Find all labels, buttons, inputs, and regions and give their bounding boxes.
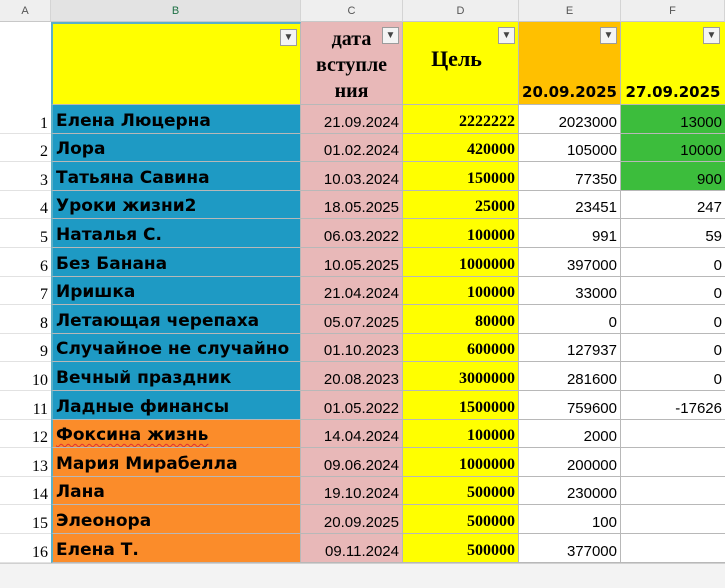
row-number: 8 — [0, 305, 51, 334]
cell-goal-value: 25000 — [475, 198, 515, 215]
cell-week1-value: 377000 — [566, 543, 617, 560]
cell-name-value: Иришка — [56, 282, 136, 302]
cell-name[interactable] — [51, 105, 301, 134]
cell-date[interactable] — [301, 219, 403, 248]
cell-goal[interactable] — [403, 362, 519, 391]
cell-date-value: 05.07.2025 — [323, 314, 399, 331]
row-number: 1 — [0, 105, 51, 134]
row-number: 11 — [0, 391, 51, 420]
cell-goal-value: 600000 — [467, 341, 515, 358]
cell-week2-value: 0 — [713, 342, 722, 359]
cell-goal[interactable] — [403, 477, 519, 505]
row-number: 7 — [0, 277, 51, 305]
cell-name-value: Татьяна Савина — [56, 168, 210, 188]
cell-goal[interactable] — [403, 305, 519, 334]
cell-week1-value: 759600 — [566, 400, 617, 417]
cell-week2[interactable] — [621, 334, 725, 362]
cell-week1-value: 105000 — [566, 142, 617, 159]
row-number: 13 — [0, 448, 51, 477]
cell-name[interactable] — [51, 162, 301, 191]
cell-date[interactable] — [301, 477, 403, 505]
cell-date-value: 20.08.2023 — [323, 371, 399, 388]
row-number: 3 — [0, 162, 51, 191]
cell-goal-value: 1000000 — [459, 456, 515, 473]
header-cell-name[interactable] — [51, 22, 301, 105]
row-number: 5 — [0, 219, 51, 248]
cell-date[interactable] — [301, 391, 403, 420]
cell-week2-value: 0 — [713, 257, 722, 274]
cell-week2[interactable] — [621, 305, 725, 334]
cell-goal-value: 500000 — [467, 513, 515, 530]
cell-week1-value: 23451 — [575, 199, 617, 216]
cell-date[interactable] — [301, 162, 403, 191]
cell-name-value: Ладные финансы — [56, 397, 230, 417]
cell-goal-value: 100000 — [467, 284, 515, 301]
cell-goal[interactable] — [403, 191, 519, 219]
cell-name-value: Фоксина жизнь — [56, 425, 209, 445]
cell-week2[interactable] — [621, 277, 725, 305]
column-header-d[interactable]: D — [403, 0, 519, 22]
cell-name[interactable] — [51, 219, 301, 248]
cell-goal-value: 500000 — [467, 484, 515, 501]
cell-date-value: 19.10.2024 — [323, 485, 399, 502]
cell-date-value: 09.11.2024 — [325, 543, 399, 560]
cell-name[interactable] — [51, 477, 301, 505]
row-number: 9 — [0, 334, 51, 362]
column-header-f[interactable]: F — [621, 0, 725, 22]
cell-goal[interactable] — [403, 505, 519, 534]
header-cell-date[interactable] — [301, 22, 403, 105]
cell-goal[interactable] — [403, 162, 519, 191]
empty-row — [0, 563, 725, 588]
cell-week2[interactable] — [621, 134, 725, 162]
cell-week1-value: 127937 — [566, 342, 617, 359]
cell-week1-value: 77350 — [575, 171, 617, 188]
cell-week1-value: 200000 — [566, 457, 617, 474]
cell-week1-value: 281600 — [566, 371, 617, 388]
cell-week1[interactable] — [519, 391, 621, 420]
cell-goal[interactable] — [403, 534, 519, 563]
cell-date-value: 01.02.2024 — [323, 142, 399, 159]
cell-week2[interactable] — [621, 162, 725, 191]
cell-date-value: 20.09.2025 — [323, 514, 399, 531]
cell-name-value: Элеонора — [56, 511, 152, 531]
cell-week1[interactable] — [519, 105, 621, 134]
cell-goal-value: 420000 — [467, 141, 515, 158]
cell-week1[interactable] — [519, 134, 621, 162]
cell-name[interactable] — [51, 534, 301, 563]
cell-week1-value: 2023000 — [558, 114, 617, 131]
cell-name-value: Лора — [56, 139, 106, 159]
cell-name[interactable] — [51, 391, 301, 420]
cell-week1-value: 230000 — [566, 485, 617, 502]
cell-name[interactable] — [51, 248, 301, 277]
cell-week2-value: 13000 — [680, 114, 722, 131]
cell-week1[interactable] — [519, 448, 621, 477]
cell-name-value: Уроки жизни2 — [56, 196, 197, 216]
filter-dropdown-icon[interactable]: ▼ — [703, 27, 720, 44]
cell-week2-value: 247 — [696, 199, 722, 216]
week2-column-label: 27.09.2025 — [625, 83, 721, 101]
cell-date-value: 14.04.2024 — [323, 428, 399, 445]
cell-name[interactable] — [51, 505, 301, 534]
cell-goal[interactable] — [403, 134, 519, 162]
cell-name[interactable] — [51, 305, 301, 334]
row-number: 6 — [0, 248, 51, 277]
cell-goal-value: 2222222 — [459, 113, 515, 130]
header-cell-week1[interactable] — [519, 22, 621, 105]
cell-name[interactable] — [51, 134, 301, 162]
filter-dropdown-icon[interactable]: ▼ — [382, 27, 399, 44]
header-cell-goal[interactable] — [403, 22, 519, 105]
cell-date-value: 09.06.2024 — [323, 457, 399, 474]
cell-week2-value: 900 — [696, 171, 722, 188]
cell-date-value: 18.05.2025 — [323, 199, 399, 216]
cell-goal-value: 80000 — [475, 313, 515, 330]
cell-date-value: 21.09.2024 — [323, 114, 399, 131]
cell-week1[interactable] — [519, 219, 621, 248]
cell-goal-value: 3000000 — [459, 370, 515, 387]
cell-week2[interactable] — [621, 534, 725, 563]
cell-week2-value: 59 — [705, 228, 722, 245]
row-number: 4 — [0, 191, 51, 219]
cell-goal[interactable] — [403, 420, 519, 448]
cell-week2[interactable] — [621, 477, 725, 505]
cell-week1[interactable] — [519, 248, 621, 277]
cell-date-value: 01.05.2022 — [323, 400, 399, 417]
filter-dropdown-icon[interactable]: ▼ — [498, 27, 515, 44]
cell-week2-value: 0 — [713, 371, 722, 388]
cell-date-value: 10.03.2024 — [323, 171, 399, 188]
cell-week1[interactable] — [519, 334, 621, 362]
cell-date[interactable] — [301, 420, 403, 448]
cell-week2[interactable] — [621, 248, 725, 277]
row-number: 14 — [0, 477, 51, 505]
cell-date[interactable] — [301, 334, 403, 362]
cell-date-value: 01.10.2023 — [323, 342, 399, 359]
cell-name-value: Случайное не случайно — [56, 339, 290, 359]
cell-date-value: 10.05.2025 — [323, 257, 399, 274]
cell-goal-value: 150000 — [467, 170, 515, 187]
cell-goal-value: 500000 — [467, 542, 515, 559]
row-number: 16 — [0, 534, 51, 563]
row-number: 12 — [0, 420, 51, 448]
cell-goal[interactable] — [403, 334, 519, 362]
goal-column-label: Цель — [431, 46, 482, 71]
cell-date[interactable] — [301, 191, 403, 219]
cell-date-value: 21.04.2024 — [323, 285, 399, 302]
cell-goal-value: 100000 — [467, 227, 515, 244]
cell-week1[interactable] — [519, 305, 621, 334]
cell-date[interactable] — [301, 105, 403, 134]
cell-date[interactable] — [301, 448, 403, 477]
cell-goal[interactable] — [403, 219, 519, 248]
column-header-b[interactable]: B — [51, 0, 301, 22]
cell-week2[interactable] — [621, 362, 725, 391]
cell-name-value: Елена Люцерна — [56, 111, 211, 131]
row-number: 2 — [0, 134, 51, 162]
cell-name[interactable] — [51, 191, 301, 219]
cell-week1[interactable] — [519, 420, 621, 448]
cell-week2-value: 0 — [713, 285, 722, 302]
cell-week2-value: 0 — [713, 314, 722, 331]
cell-name-value: Без Банана — [56, 254, 168, 274]
cell-date[interactable] — [301, 305, 403, 334]
row-number: 10 — [0, 362, 51, 391]
cell-week1-value: 2000 — [583, 428, 617, 445]
cell-week1[interactable] — [519, 362, 621, 391]
filter-dropdown-icon[interactable]: ▼ — [280, 29, 297, 46]
cell-week2[interactable] — [621, 219, 725, 248]
cell-date[interactable] — [301, 534, 403, 563]
column-header-a[interactable]: A — [0, 0, 51, 22]
cell-name-value: Мария Мирабелла — [56, 454, 238, 474]
week1-column-label: 20.09.2025 — [522, 83, 617, 101]
cell-goal[interactable] — [403, 391, 519, 420]
cell-week2[interactable] — [621, 420, 725, 448]
row-number: 15 — [0, 505, 51, 534]
cell-name-value: Летающая черепаха — [56, 311, 260, 331]
cell-goal[interactable] — [403, 277, 519, 305]
cell-name-value: Вечный праздник — [56, 368, 232, 388]
cell-week2[interactable] — [621, 391, 725, 420]
cell-goal-value: 1000000 — [459, 256, 515, 273]
cell-week1-value: 100 — [591, 514, 617, 531]
cell-week2[interactable] — [621, 105, 725, 134]
cell-goal[interactable] — [403, 448, 519, 477]
cell-goal-value: 100000 — [467, 427, 515, 444]
cell-date[interactable] — [301, 277, 403, 305]
cell-week1[interactable] — [519, 534, 621, 563]
cell-week1[interactable] — [519, 162, 621, 191]
cell-name[interactable] — [51, 334, 301, 362]
cell-week2-value: 10000 — [680, 142, 722, 159]
filter-dropdown-icon[interactable]: ▼ — [600, 27, 617, 44]
cell-week1-value: 33000 — [575, 285, 617, 302]
cell-week1[interactable] — [519, 277, 621, 305]
cell-name[interactable] — [51, 420, 301, 448]
cell-week2[interactable] — [621, 448, 725, 477]
cell-name[interactable] — [51, 448, 301, 477]
cell-name[interactable] — [51, 362, 301, 391]
cell-goal-value: 1500000 — [459, 399, 515, 416]
cell-date[interactable] — [301, 505, 403, 534]
date-column-label: дата вступле ния — [315, 28, 388, 102]
cell-week2[interactable] — [621, 505, 725, 534]
cell-week2[interactable] — [621, 191, 725, 219]
cell-goal[interactable] — [403, 105, 519, 134]
cell-week1[interactable] — [519, 477, 621, 505]
cell-date-value: 06.03.2022 — [323, 228, 399, 245]
cell-date[interactable] — [301, 134, 403, 162]
cell-week1-value: 0 — [608, 314, 617, 331]
header-cell-week2[interactable] — [621, 22, 725, 105]
column-header-e[interactable]: E — [519, 0, 621, 22]
cell-date[interactable] — [301, 362, 403, 391]
cell-name-value: Наталья С. — [56, 225, 162, 245]
cell-week1[interactable] — [519, 505, 621, 534]
cell-name[interactable] — [51, 277, 301, 305]
cell-name-value: Лана — [56, 482, 105, 502]
cell-goal[interactable] — [403, 248, 519, 277]
cell-week1[interactable] — [519, 191, 621, 219]
cell-week1-value: 991 — [591, 228, 617, 245]
cell-date[interactable] — [301, 248, 403, 277]
column-header-c[interactable]: C — [301, 0, 403, 22]
cell-week2-value: -17626 — [675, 400, 722, 417]
cell-name-value: Елена Т. — [56, 540, 139, 560]
cell-week1-value: 397000 — [566, 257, 617, 274]
